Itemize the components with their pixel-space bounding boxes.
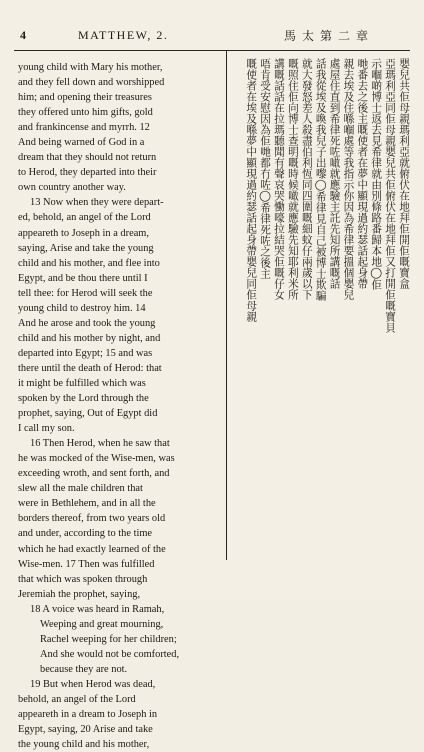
english-line: borders thereof, from two years old bbox=[18, 513, 166, 525]
page-number: 4 bbox=[20, 28, 26, 42]
english-line: they offered unto him gifts, gold bbox=[18, 107, 153, 119]
english-line: own country another way. bbox=[18, 182, 126, 194]
english-line: the young child and his mother, bbox=[18, 739, 150, 751]
running-head: MATTHEW, 2. bbox=[78, 28, 169, 42]
chinese-column: 親去埃及住喺嗰處等我指示你因為希律要搵個嬰兒 bbox=[342, 58, 355, 300]
chinese-column: 話我從埃及喚我兒子出嚟◯希律見自己被博士欺騙 bbox=[314, 58, 327, 302]
english-line: ed, behold, an angel of the Lord bbox=[18, 212, 151, 224]
english-line: 16 Then Herod, when he saw that bbox=[30, 438, 170, 450]
english-line: saying, Arise and take the young bbox=[18, 242, 154, 254]
english-line: and frankincense and myrrh. 12 bbox=[18, 122, 150, 134]
chinese-column: 就大發怒差人殺盡伯利恆同四圍嘅細蚊仔兩歲以下 bbox=[300, 58, 313, 300]
english-line: And being warned of God in a bbox=[18, 137, 145, 149]
english-line: because they are not. bbox=[40, 663, 128, 675]
english-line: it might be fulfilled which was bbox=[18, 377, 146, 389]
english-line: that which was spoken through bbox=[18, 573, 148, 585]
english-line: 13 Now when they were depart- bbox=[30, 197, 164, 209]
english-line: spoken by the Lord through the bbox=[18, 393, 149, 405]
english-text-column bbox=[18, 60, 221, 751]
chinese-column: 嘅使者在埃及喺夢中顯現過約瑟話起身帶嬰兒同佢母親 bbox=[245, 58, 258, 322]
chinese-column: 哋番去之後主嘅使者在夢中顯現過約瑟話起身帶 bbox=[356, 58, 369, 289]
english-line: to Herod, they departed into their bbox=[18, 167, 157, 179]
chinese-column: 嬰兒共佢母親瑪利亞就俯伏在地拜佢開佢嘅寶盒 bbox=[398, 58, 410, 289]
header-rule bbox=[14, 50, 410, 51]
english-line: Jeremiah the prophet, saying, bbox=[18, 588, 141, 600]
english-line: prophet, saying, Out of Egypt did bbox=[18, 408, 158, 420]
english-line: young child to destroy him. 14 bbox=[18, 302, 146, 314]
chinese-column: 講嘅話話在拉瑪聽聞有聲哀哭慟嚎拉結哭佢嘅仔女 bbox=[272, 58, 285, 300]
english-line: Egypt, saying, 20 Arise and take bbox=[18, 724, 153, 736]
english-line: there until the death of Herod: that bbox=[18, 362, 162, 374]
chinese-running-head: 馬太第二章 bbox=[283, 29, 374, 43]
chinese-column: 嘅照住佢向博士查明嘅時候噉就應驗先知耶利米所 bbox=[286, 58, 299, 300]
english-line: Weeping and great mourning, bbox=[40, 618, 164, 630]
column-divider bbox=[226, 50, 227, 560]
english-line: were in Bethlehem, and in all the bbox=[18, 498, 156, 510]
english-line: Wise-men. 17 Then was fulfilled bbox=[18, 558, 155, 570]
english-line: behold, an angel of the Lord bbox=[18, 693, 136, 705]
english-line: appeareth to Joseph in a dream, bbox=[18, 227, 149, 239]
english-line: and under, according to the time bbox=[18, 528, 153, 540]
english-line: him; and opening their treasures bbox=[18, 92, 152, 104]
english-line: which he had exactly learned of the bbox=[18, 543, 166, 555]
english-line: And he arose and took the young bbox=[18, 317, 156, 329]
english-line: And she would not be comforted, bbox=[40, 648, 180, 660]
english-line: Egypt, and be thou there until I bbox=[18, 272, 148, 284]
english-line: 18 A voice was heard in Ramah, bbox=[30, 603, 165, 615]
english-line: slew all the male children that bbox=[18, 483, 143, 495]
page-header bbox=[14, 28, 410, 48]
english-line: young child with Mary his mother, bbox=[18, 62, 163, 73]
english-line: I call my son. bbox=[18, 423, 75, 435]
english-line: and they fell down and worshipped bbox=[18, 77, 165, 89]
english-line: appeareth in a dream to Joseph in bbox=[18, 709, 158, 721]
chinese-column: 唔肯受安慰因為佢哋都冇咗◯希律死咗之後主 bbox=[259, 58, 272, 280]
chinese-text-column bbox=[232, 58, 410, 568]
english-line: he was mocked of the Wise-men, was bbox=[18, 453, 175, 465]
english-line: 19 But when Herod was dead, bbox=[30, 678, 156, 690]
english-line: child and his mother by night, and bbox=[18, 332, 161, 344]
english-line: dream that they should not return bbox=[18, 152, 157, 164]
chinese-column: 處屋住直到希律死咗噉就應驗主託先知所講嘅話 bbox=[328, 58, 341, 289]
english-line: tell thee: for Herod will seek the bbox=[18, 287, 153, 299]
english-line: departed into Egypt; 15 and was bbox=[18, 347, 153, 359]
english-line: exceeding wroth, and sent forth, and bbox=[18, 468, 170, 480]
english-line: Rachel weeping for her children; bbox=[40, 633, 177, 645]
chinese-column: 亞瑪利亞同佢母親嬰兒共佢俯伏在地拜佢又打開佢嘅寶貝 bbox=[384, 58, 397, 333]
chinese-column: 示嗰啲博士返去見希律就由別條路番歸本地◯佢 bbox=[370, 58, 383, 291]
english-line: child and his mother, and flee into bbox=[18, 257, 160, 269]
